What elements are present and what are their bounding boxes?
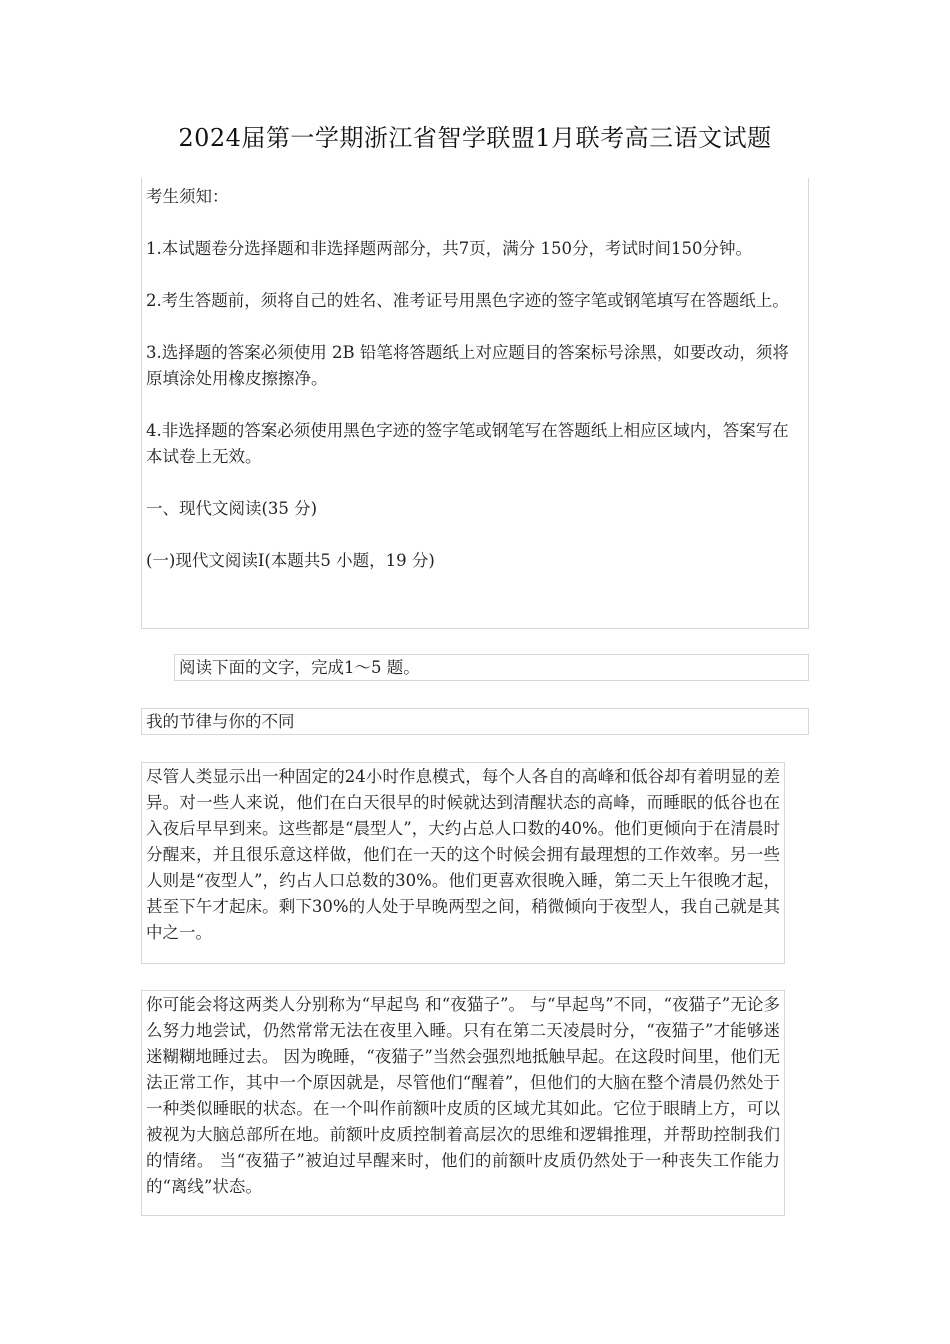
article-paragraph-1: 尽管人类显示出一种固定的24小时作息模式，每个人各自的高峰和低谷却有着明显的差异。对一些人来说，他们在白天很早的时候就达到清醒状态的高峰，而睡眠的低谷也在入夜后早早到来。这些都是“晨型人”，大约占总人口数的40%。他们更倾向于在清晨时分醒来，并且很乐意这样做，他们在一天的这个时候会拥有最理想的工作效率。另一些人则是“夜型人”，约占人口总数的30%。他们更喜欢很晚入睡，第二天上午很晚才起，甚至下午才起床。剩下30%的人处于早晚两型之间，稍微倾向于夜型人，我自己就是其中之一。 <box>141 762 785 964</box>
notice-heading: 考生须知： <box>146 187 229 206</box>
article-paragraph-2: 你可能会将这两类人分别称为“早起鸟 和“夜猫子”。 与“早起鸟”不同，“夜猫子”无论多么努力地尝试，仍然常常无法在夜里入睡。只有在第二天凌晨时分，“夜猫子”才能够迷迷糊糊地睡过去。 因为晚睡，“夜猫子”当然会强烈地抵触早起。在这段时间里，他们无法正常工作，其中一个原因就是，尽管他们“醒着”，但他们的大脑在整个清晨仍然处于一种类似睡眠的状态。在一个叫作前额叶皮质的区域尤其如此。它位于眼睛上方，可以被视为大脑总部所在地。前额叶皮质控制着高层次的思维和逻辑推理，并帮助控制我们的情绪。 当“夜猫子”被迫过早醒来时，他们的前额叶皮质仍然处于一种丧失工作能力的“离线”状态。 <box>141 990 785 1216</box>
notice-item-1: 1.本试题卷分选择题和非选择题两部分，共7页，满分 150分，考试时间150分钟。 <box>146 239 752 258</box>
article-title: 我的节律与你的不同 <box>141 708 809 735</box>
exam-notice-box <box>141 178 809 629</box>
notice-item-2: 2.考生答题前，须将自己的姓名、准考证号用黑色字迹的签字笔或钢笔填写在答题纸上。 <box>146 291 789 310</box>
notice-item-4: 4.非选择题的答案必须使用黑色字迹的签字笔或钢笔写在答题纸上相应区域内，答案写在本试卷上无效。 <box>146 421 789 466</box>
reading-instruction: 阅读下面的文字，完成1～5 题。 <box>174 654 809 681</box>
section-heading: 一、现代文阅读(35 分) <box>146 499 318 518</box>
exam-title: 2024届第一学期浙江省智学联盟1月联考高三语文试题 <box>178 124 772 152</box>
subsection-heading: (一)现代文阅读Ⅰ(本题共5 小题，19 分) <box>146 551 435 570</box>
notice-item-3: 3.选择题的答案必须使用 2B 铅笔将答题纸上对应题目的答案标号涂黑，如要改动，须将原填涂处用橡皮擦擦净。 <box>146 343 789 388</box>
